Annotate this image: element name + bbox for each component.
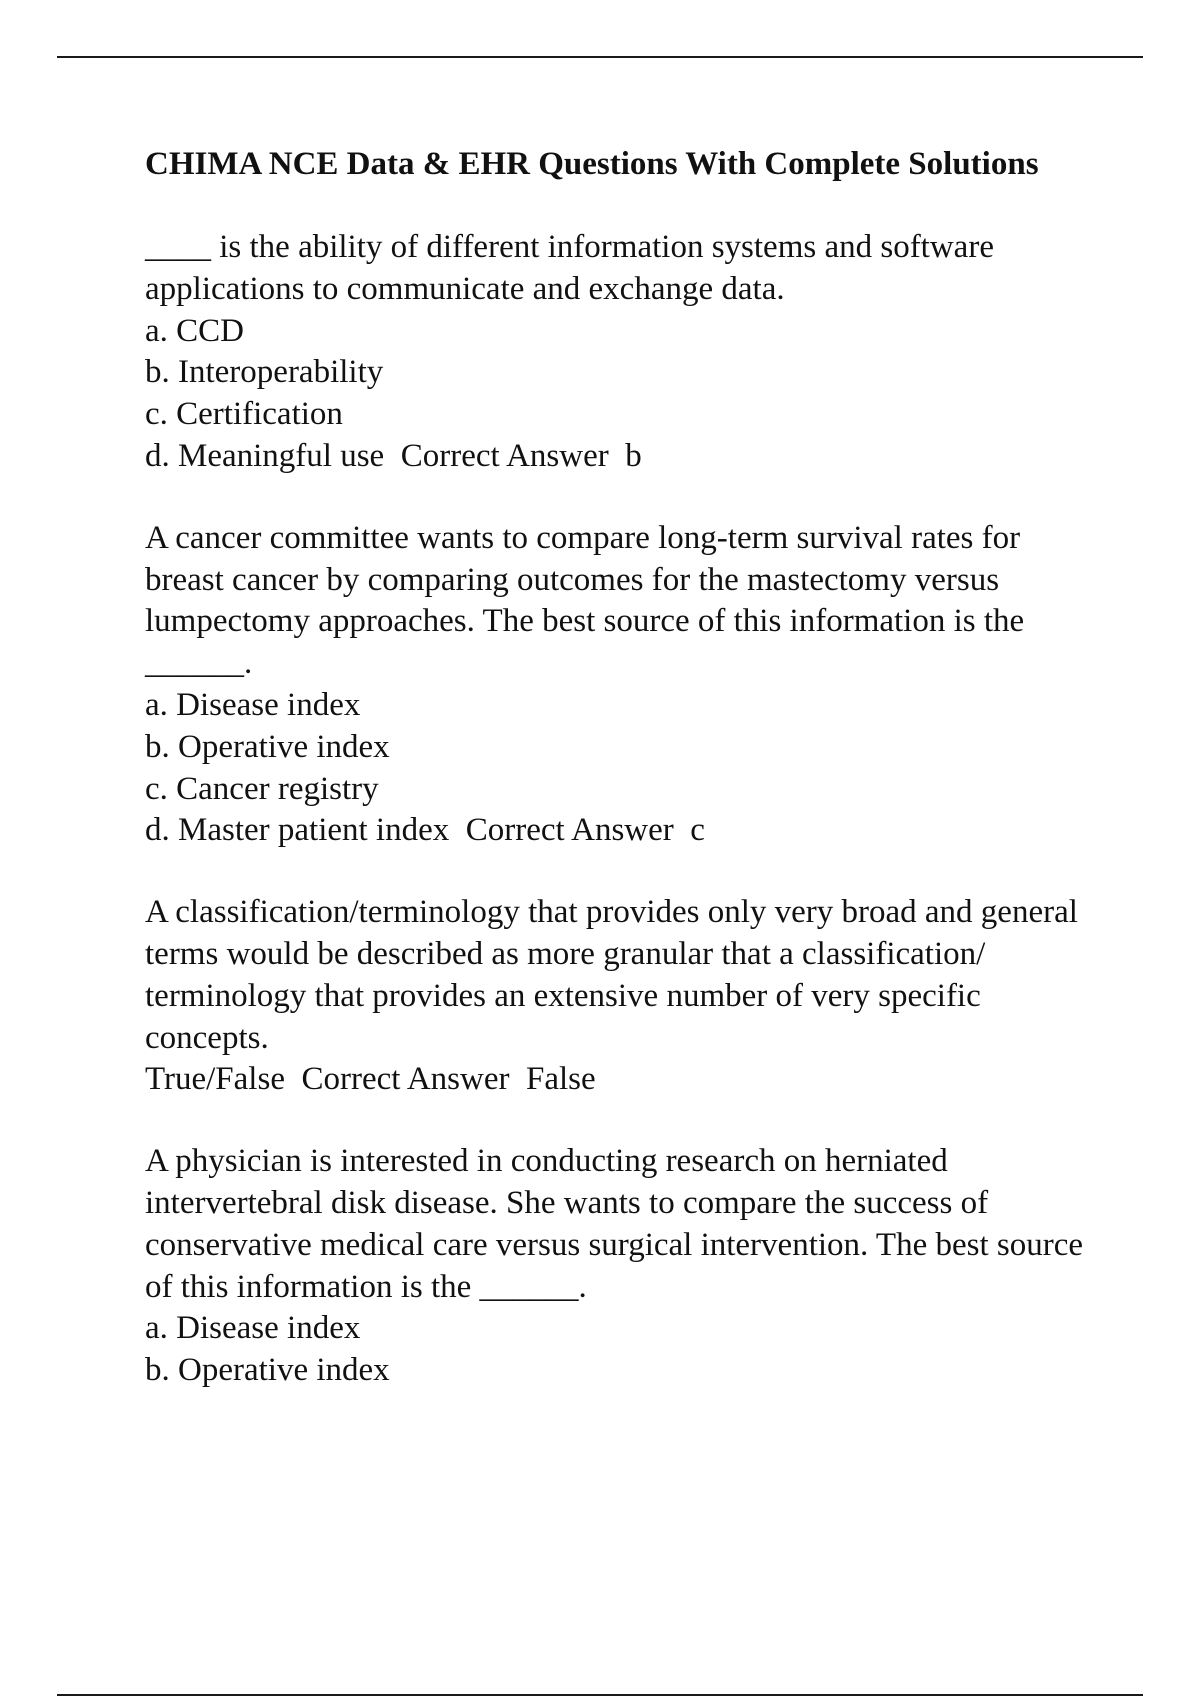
footer-rule: [57, 1694, 1143, 1696]
answer-option-with-correct-answer: True/False Correct Answer False: [145, 1061, 596, 1098]
question-4: [145, 1141, 1095, 1392]
answer-option: a. Disease index: [145, 1310, 361, 1347]
question-1: [145, 227, 1095, 478]
question-stem: A classification/terminology that provides only very broad and general terms would be described as more granular that a classification/ terminology that provides an extensive number of very specific concepts.: [145, 894, 1087, 1056]
answer-option: b. Interoperability: [145, 354, 384, 391]
answer-option-with-correct-answer: d. Master patient index Correct Answer c: [145, 812, 705, 849]
question-2: [145, 518, 1095, 852]
document-body: [145, 143, 1095, 1432]
header-rule: [57, 56, 1143, 58]
document-title: CHIMA NCE Data & EHR Questions With Complete Solutions: [145, 146, 1039, 182]
answer-option: c. Certification: [145, 396, 343, 433]
answer-option: b. Operative index: [145, 1352, 390, 1389]
answer-option: b. Operative index: [145, 728, 390, 765]
answer-option: c. Cancer registry: [145, 770, 379, 807]
answer-option: a. CCD: [145, 312, 244, 349]
question-stem: A cancer committee wants to compare long-term survival rates for breast cancer by comparing outcomes for the mastectomy versus lumpectomy approaches. The best source of this information is the ______.: [145, 519, 1033, 682]
question-stem: A physician is interested in conducting research on herniated intervertebral disk disease. She wants to compare the success of conservative medical care versus surgical intervention. The best source of this information is the ______.: [145, 1143, 1092, 1305]
answer-option: a. Disease index: [145, 686, 361, 723]
answer-option-with-correct-answer: d. Meaningful use Correct Answer b: [145, 437, 642, 474]
question-stem: ____ is the ability of different information systems and software applications to communicate and exchange data.: [145, 229, 1003, 307]
question-3: [145, 892, 1095, 1101]
